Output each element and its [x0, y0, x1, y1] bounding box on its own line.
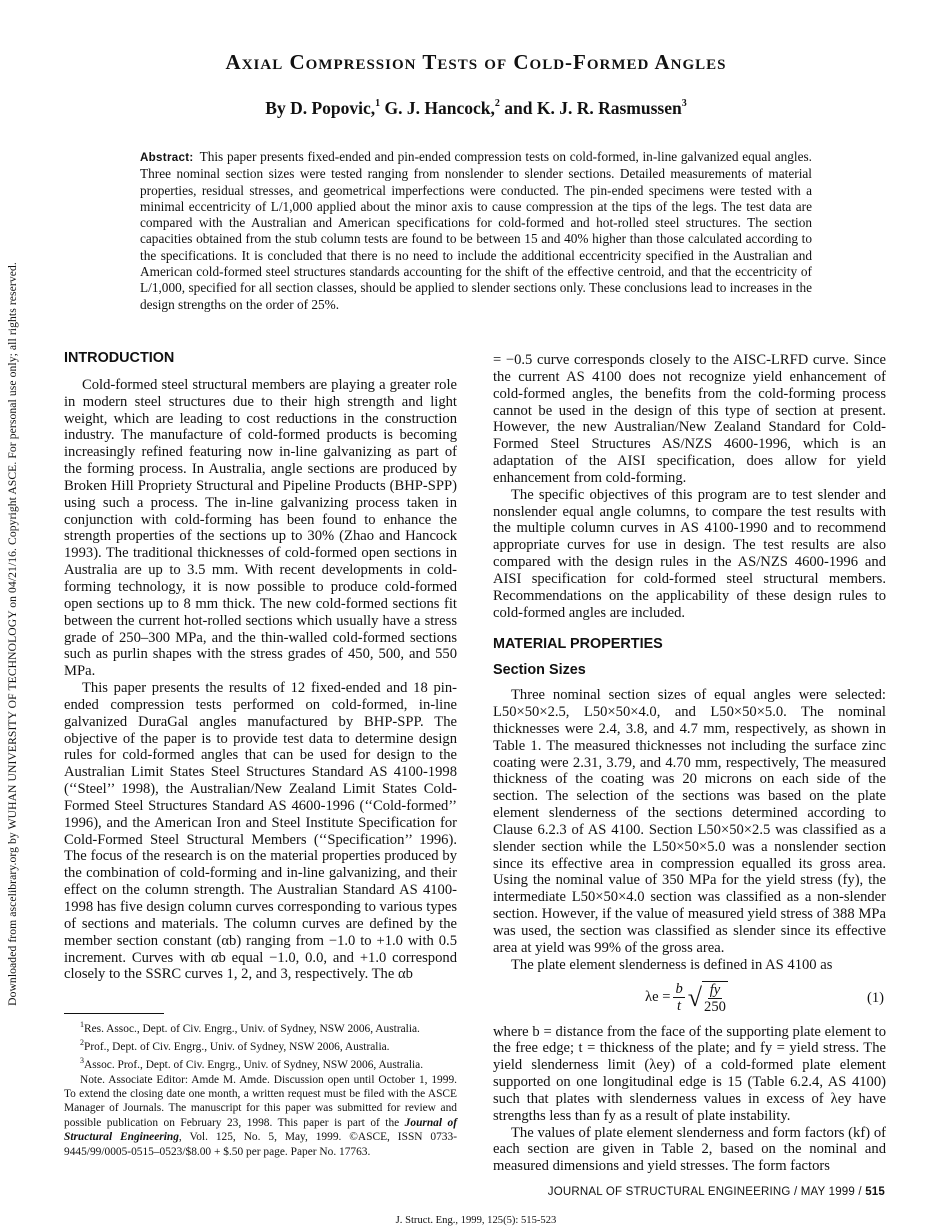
paper-title: Axial Compression Tests of Cold-Formed Angles	[225, 50, 727, 74]
editorial-note	[64, 1073, 457, 1159]
footnote-1: $^1$Res. Assoc., Dept. of Civ. Engrg., Univ. of Sydney, NSW 2006, Australia.	[80, 1020, 420, 1035]
editorial-note-tail: , Vol. 125, No. 5, May, 1999. ©ASCE, ISSN 0733-9445/99/0005-0515–0523/$8.00 + $.50 per page. Paper No. 17763.	[64, 1131, 457, 1158]
footnote-2-text: Prof., Dept. of Civ. Engrg., Univ. of Sydney, NSW 2006, Australia.	[84, 1041, 390, 1053]
journal-name: Journal of Structural Engineering	[64, 1116, 457, 1144]
definitions-paragraph: where b = distance from the face of the supporting plate element to the free edge; t = thickness of the plate; and fy = yield stress. The yield slenderness limit (λey) of a cold-formed plate element supported on one longitudinal edge is 15 (Table 6.2.4, AS 4100) such that plates with slenderness values in excess of λey have strengths less than fy as a result of plate instability.	[493, 1023, 886, 1124]
material-properties-heading: MATERIAL PROPERTIES	[493, 635, 663, 652]
left-column	[64, 350, 457, 983]
author-line	[0, 98, 952, 119]
abstract-block	[140, 149, 812, 313]
intro-paragraph-2: This paper presents the results of 12 fixed-ended and 18 pin-ended compression tests performed on cold-formed, in-line galvanized DuraGal angles manufactured by BHP-SPP. The objective of the paper is to provide test data to determine design rules for cold-formed angles that can be used for design to the Australian Limit States Steel Structures Standard AS 4100-1998 (‘‘Steel’’ 1998), the Australian/New Zealand Limit States Cold-Formed Steel Structures Standard AS 4600-1996 (‘‘Cold-formed’’ 1996), and the American Iron and Steel Institute Specification for Cold-Formed Steel Structural Members (‘‘Specification’’ 1996). The focus of the research is on the material properties produced by the combination of cold-forming and in-line galvanizing, and their effect on the column strength. The Australian Standard AS 4100-1998 has five design column curves corresponding to various types of sections and materials. The column curves are defined by the member section constant (αb) ranging from −1.0 to +1.0 with 0.5 increment. Curves with αb equal −1.0, 0.0, and +1.0 correspond closely to the SSRC curves 1, 2, and 3, respectively. The αb	[64, 680, 457, 983]
footnote-3-text: Assoc. Prof., Dept. of Civ. Engrg., Univ. of Sydney, NSW 2006, Australia.	[84, 1059, 424, 1072]
equation-body	[645, 978, 728, 1018]
equation-fraction	[673, 981, 684, 1014]
objectives-paragraph: The specific objectives of this program are to test slender and nonslender equal angle columns, to compare the test results with the multiple column curves in AS 4100-1990 and to recommend appropriate curves for use in design. The test results are also compared with the design rules in the AS/NZS 4600-1996 and AISI specification for cold-formed steel structural members. Recommendations on the applicability of these design rules to cold-formed angles are included.	[493, 486, 886, 621]
running-footer	[548, 1186, 885, 1198]
journal-footer-text: JOURNAL OF STRUCTURAL ENGINEERING / MAY 1999 /	[547, 1186, 866, 1198]
radicand	[702, 981, 728, 1015]
abstract-text: This paper presents fixed-ended and pin-ended compression tests on cold-formed, in-line galvanized equal angles. Three nominal section sizes were tested ranging from nonslender to slender sections. Detailed measurements of material properties, residual stresses, and geometrical imperfections were conducted. The pin-ended specimens were tested with a minimal eccentricity of L/1,000 applied about the minor axis to cause compression at the tips of the legs. The test data are compared with the Australian and American specifications for cold-formed and hot-rolled steel structures. The section capacities obtained from the stub column tests are found to be between 15 and 40% higher than those calculated according to the specifications. It is concluded that there is no need to include the additional eccentricity specified in the Australian and American cold-formed steel structures standards accounting for the shift of the effective centroid, and that the eccentricity of L/1,000, specified for all section classes, should be applied to slender sections only. These conclusions lead to increases in the design strengths on the order of 25%.	[140, 149, 812, 312]
author-hancock: G. J. Hancock,	[380, 98, 495, 118]
square-root	[688, 981, 728, 1015]
author-hancock-affil: 2	[494, 98, 500, 109]
equation-1	[493, 978, 886, 1018]
equation-number: (1)	[866, 989, 884, 1006]
slenderness-intro-paragraph: The plate element slenderness is defined in AS 4100 as	[511, 956, 833, 973]
fraction-numerator: b	[675, 981, 683, 998]
footnote-divider	[64, 1013, 164, 1014]
section-sizes-paragraph: Three nominal section sizes of equal angles were selected: L50×50×2.5, L50×50×4.0, and L50×50×5.0. The nominal thicknesses were 2.4, 3.8, and 4.7 mm, respectively, as shown in Table 1. The measured thicknesses not including the surface zinc coating were 2.31, 3.79, and 4.70 mm, respectively, The measured thickness of the coating was 20 microns on each side of the section. The selection of the sections was based on the plate element slenderness of the sections determined according to Clause 6.2.3 of AS 4100. Section L50×50×2.5 was classified as a slender section while the L50×50×5.0 was a nonslender section since its effective area in compression equalled its gross area. Using the nominal value of 350 MPa for the yield stress (fy), the intermediate L50×50×4.0 section was classified as a non-slender section. However, if the value of measured yield stress of 388 MPa was used, the section was classified as slender since its effective area at yield was 99% of the gross area.	[493, 687, 886, 956]
radicand-numerator: fy	[709, 981, 721, 998]
footnotes-block	[64, 1018, 457, 1159]
intro-paragraph-1: Cold-formed steel structural members are playing a greater role in modern steel structures due to their high strength and light weight, which are leading to cost reductions in the construction industry. The manufacture of cold-formed products is becoming increasingly refined featuring now in-line galvanizing as part of the forming process. In Australia, angle sections are produced by Broken Hill Propriety Structural and Pipeline Products (BHP-SPP) using such a process. The in-line galvanizing process taken in conjunction with cold-forming has been found to enhance the strength properties of the sections up to 30% (Zhao and Hancock 1993). The traditional thicknesses of cold-formed open sections in Australia are up to 3.5 mm. With recent developments in cold-forming technology, it is now possible to produce cold-formed open sections up to 8 mm thick. The new cold-formed sections fit between the current hot-rolled sections which usually have a stress grade of 250–300 MPa, and the thin-walled cold-formed sections such as purlin shapes with the stress grades of 450, 500, and 550 MPa.	[64, 376, 457, 680]
footnote-1-text: Res. Assoc., Dept. of Civ. Engrg., Univ. of Sydney, NSW 2006, Australia.	[84, 1022, 420, 1035]
author-popovic: By D. Popovic,	[265, 98, 376, 118]
radicand-denominator: 250	[704, 998, 726, 1015]
footnote-3: $^3$Assoc. Prof., Dept. of Civ. Engrg., Univ. of Sydney, NSW 2006, Australia.	[80, 1056, 424, 1072]
editorial-note-text: Note. Associate Editor: Amde M. Amde. Discussion open until October 1, 1999. To extend the closing date one month, a written request must be filed with the ASCE Manager of Journals. The manuscript for this paper was submitted for review and possible publication on February 23, 1998. This paper is part of the	[64, 1073, 457, 1129]
page-number: 515	[865, 1186, 885, 1198]
fraction-denominator: t	[677, 998, 682, 1015]
equation-lhs: λe =	[645, 989, 671, 1006]
citation-line: J. Struct. Eng., 1999, 125(5): 515-523	[395, 1215, 557, 1226]
continued-paragraph: = −0.5 curve corresponds closely to the AISC-LRFD curve. Since the current AS 4100 does not recognize yield enhancement of cold-formed angles, the benefits from the cold-forming process cannot be used in the design of this type of section at present. However, the new Australian/New Zealand Standard for Cold-Formed Steel Structures AS/NZS 4600-1996, which is an adaptation of the AISI specification, does allow for yield enhancement from cold-forming.	[493, 352, 886, 486]
introduction-heading: INTRODUCTION	[64, 350, 175, 366]
form-factors-paragraph: The values of plate element slenderness and form factors (kf) of each section are given in Table 2, based on the nominal and measured dimensions and yield stresses. The form factors	[493, 1124, 886, 1175]
download-watermark-note: Downloaded from ascelibrary.org by WUHAN UNIVERSITY OF TECHNOLOGY on 04/21/16. Copyright ASCE. For personal use only; all rights reserved.	[6, 262, 19, 1006]
author-rasmussen: and K. J. R. Rasmussen	[499, 98, 682, 118]
author-rasmussen-affil: 3	[681, 98, 687, 109]
radical-sign-icon: √	[687, 982, 703, 1012]
author-popovic-affil: 1	[375, 98, 381, 109]
right-column	[493, 352, 886, 1175]
abstract-heading: Abstract:	[140, 151, 194, 164]
section-sizes-subheading: Section Sizes	[493, 662, 586, 679]
footnote-2: $^2$Prof., Dept. of Civ. Engrg., Univ. of Sydney, NSW 2006, Australia.	[80, 1038, 390, 1053]
